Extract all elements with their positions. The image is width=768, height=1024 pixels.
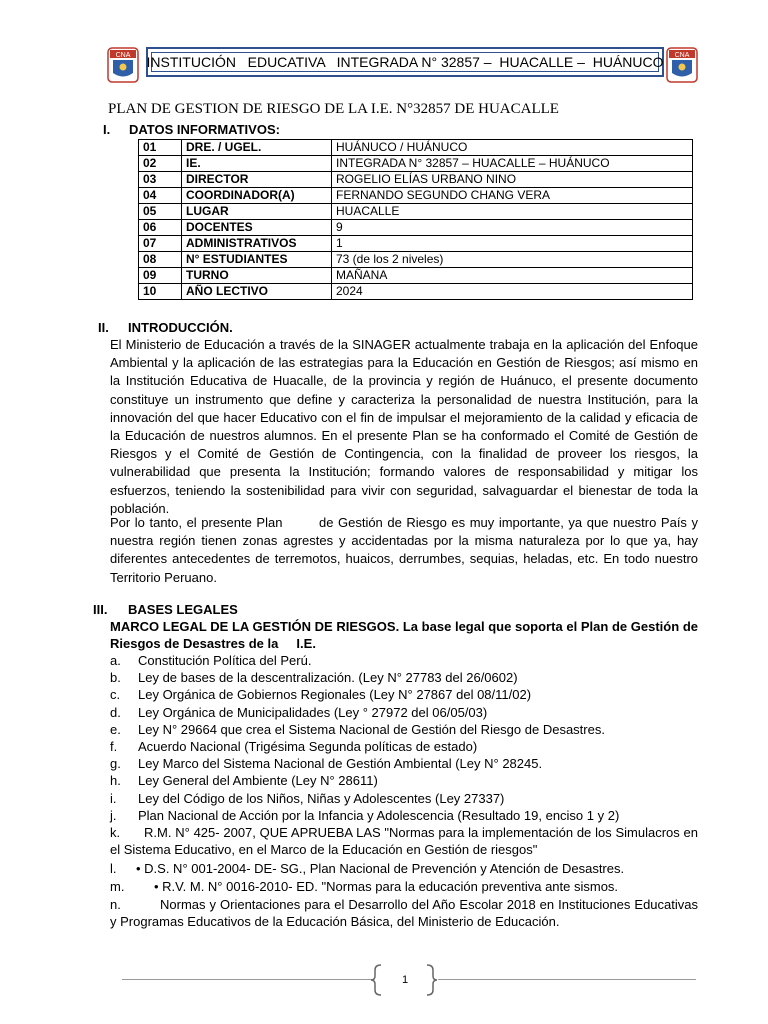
table-row [139, 172, 693, 188]
row-label: IE. [182, 156, 332, 172]
row-label: LUGAR [182, 204, 332, 220]
row-label: DOCENTES [182, 220, 332, 236]
row-value: HUACALLE [332, 204, 693, 220]
info-table [138, 139, 693, 300]
footer-line-right [438, 979, 696, 980]
list-text: Normas y Orientaciones para el Desarrollo del Año Escolar 2018 en Instituciones Educativas y Programas Educativos de la Educación Básica, del Ministerio de Educación. [110, 897, 698, 929]
list-letter: c. [110, 687, 121, 703]
school-logo-right [666, 47, 698, 83]
list-letter: i. [110, 790, 117, 806]
row-value: 73 (de los 2 niveles) [332, 252, 693, 268]
section-number: III. [93, 602, 108, 617]
row-number: 06 [139, 220, 182, 236]
row-value: HUÁNUCO / HUÁNUCO [332, 140, 693, 156]
list-letter: d. [110, 704, 121, 720]
list-item [110, 652, 311, 669]
row-number: 05 [139, 204, 182, 220]
legal-item-k [110, 824, 698, 858]
list-item [110, 669, 518, 686]
section-title: INTRODUCCIÓN. [128, 320, 233, 335]
list-letter: l. [110, 861, 117, 876]
plan-title: PLAN DE GESTION DE RIESGO DE LA I.E. N°32857 DE HUACALLE [108, 101, 559, 117]
section-number: II. [98, 320, 109, 335]
list-letter: m. [110, 879, 125, 894]
list-text: • D.S. N° 001-2004- DE- SG., Plan Nacional de Prevención y Atención de Desastres. [136, 861, 625, 876]
row-value: MAÑANA [332, 268, 693, 284]
list-letter: j. [110, 807, 117, 823]
list-text: Acuerdo Nacional (Trigésima Segunda políticas de estado) [138, 739, 478, 754]
list-text: Ley del Código de los Niños, Niñas y Adolescentes (Ley 27337) [138, 790, 505, 806]
legal-item-m [110, 878, 618, 895]
row-number: 02 [139, 156, 182, 172]
list-item [110, 686, 531, 703]
section-title: DATOS INFORMATIVOS: [129, 122, 280, 137]
list-letter: g. [110, 756, 121, 772]
logo-text: CNA [115, 52, 131, 59]
row-number: 10 [139, 284, 182, 300]
row-label: N° ESTUDIANTES [182, 252, 332, 268]
list-text: Ley Orgánica de Municipalidades (Ley ° 27972 del 06/05/03) [138, 704, 488, 720]
table-row [139, 252, 693, 268]
row-value: ROGELIO ELÍAS URBANO NINO [332, 172, 693, 188]
table-row [139, 268, 693, 284]
left-brace-icon [370, 964, 384, 996]
row-number: 04 [139, 188, 182, 204]
row-number: 09 [139, 268, 182, 284]
list-text: Ley de bases de la descentralización. (Ley N° 27783 del 26/0602) [138, 670, 518, 686]
row-label: DRE. / UGEL. [182, 140, 332, 156]
table-row [139, 236, 693, 252]
row-number: 08 [139, 252, 182, 268]
header-title: INSTITUCIÓN EDUCATIVA INTEGRADA N° 32857 – HUACALLE – HUÁNUCO [146, 54, 664, 70]
list-letter: b. [110, 670, 121, 686]
list-item [110, 704, 487, 721]
page-number: 1 [401, 974, 409, 986]
list-text: Ley N° 29664 que crea el Sistema Nacional de Gestión del Riesgo de Desastres. [138, 721, 605, 737]
list-letter: n. [110, 897, 121, 912]
list-letter: k. [110, 825, 121, 840]
row-value: 1 [332, 236, 693, 252]
list-text: Ley Marco del Sistema Nacional de Gestión Ambiental (Ley N° 28245. [138, 756, 543, 772]
list-text: Plan Nacional de Acción por la Infancia y Adolescencia (Resultado 19, enciso 1 y 2) [138, 807, 620, 823]
intro-paragraph-1: El Ministerio de Educación a través de la SINAGER actualmente trabaja en la aplicación del Enfoque Ambiental y la aplicación de las estrategias para la Educación en Gestión de Riesgos; así mismo en la Institución Educativa de Huacalle, de la provincia y región de Huánuco, el presente documento constituye un instrumento que define y caracteriza la personalidad de nuestra Institución, para la innovación del que hacer Educativo con el fin de impulsar el mejoramiento de la calidad y eficacia de la Educación de nuestros alumnos. En el presente Plan se ha conformado el Comité de Gestión de Riesgos y el Comité de Gestión de Contingencia, con la finalidad de proveer los riesgos, la vulnerabilidad que presenta la Institución; formando valores de responsabilidad y mitigar los esfuerzos, teniendo la sostenibilidad para vivir con seguridad, salvaguardar el bienestar de toda la población. [110, 337, 698, 516]
row-label: COORDINADOR(A) [182, 188, 332, 204]
table-row [139, 156, 693, 172]
list-letter: h. [110, 773, 121, 789]
list-text: Ley General del Ambiente (Ley N° 28611) [138, 773, 378, 789]
list-text: Ley Orgánica de Gobiernos Regionales (Ley N° 27867 del 08/11/02) [138, 687, 532, 703]
legal-framework-heading: MARCO LEGAL DE LA GESTIÓN DE RIESGOS. La base legal que soporta el Plan de Gestión de Riesgos de Desastres de la I.E. [110, 619, 702, 651]
row-number: 07 [139, 236, 182, 252]
section-title: BASES LEGALES [128, 602, 238, 617]
list-item [110, 721, 605, 738]
section-number: I. [103, 122, 111, 137]
list-text: Constitución Política del Perú. [138, 653, 312, 668]
logo-text: CNA [674, 52, 690, 59]
table-row [139, 284, 693, 300]
footer-line-left [122, 979, 372, 980]
row-label: TURNO [182, 268, 332, 284]
list-item [110, 790, 504, 807]
intro-paragraph-2: Por lo tanto, el presente Plan de Gestión de Riesgo es muy importante, ya que nuestro País y nuestra región tienen zonas agrestes y accidentadas por la misma naturaleza por lo que ya, hay diferentes antecedentes de terremotos, huaicos, derrumbes, sequias, heladas, etc. En todo nuestro Territorio Peruano. [110, 515, 702, 585]
legal-item-l [110, 860, 624, 877]
row-value: INTEGRADA N° 32857 – HUACALLE – HUÁNUCO [332, 156, 693, 172]
row-number: 01 [139, 140, 182, 156]
section-intro-heading [98, 320, 233, 335]
table-row [139, 204, 693, 220]
section-datos-heading [103, 122, 280, 137]
table-row [139, 188, 693, 204]
list-letter: a. [110, 653, 121, 668]
list-text: R.M. N° 425- 2007, QUE APRUEBA LAS "Normas para la implementación de los Simulacros en el Sistema Educativo, en el Marco de la Educación en Gestión de riesgos" [110, 825, 698, 857]
list-letter: f. [110, 739, 118, 754]
list-text: • R.V. M. N° 0016-2010- ED. "Normas para la educación preventiva ante sismos. [154, 879, 619, 894]
section-legal-heading [93, 602, 238, 617]
row-label: ADMINISTRATIVOS [182, 236, 332, 252]
row-value: FERNANDO SEGUNDO CHANG VERA [332, 188, 693, 204]
legal-item-n [110, 896, 698, 930]
list-item [110, 807, 619, 824]
table-row [139, 140, 693, 156]
list-item [110, 772, 378, 789]
school-logo-left [107, 47, 139, 83]
list-item [110, 755, 542, 772]
row-number: 03 [139, 172, 182, 188]
header-box [146, 47, 664, 77]
row-value: 2024 [332, 284, 693, 300]
list-item [110, 738, 477, 755]
list-letter: e. [110, 721, 121, 737]
row-label: AÑO LECTIVO [182, 284, 332, 300]
row-value: 9 [332, 220, 693, 236]
row-label: DIRECTOR [182, 172, 332, 188]
table-row [139, 220, 693, 236]
